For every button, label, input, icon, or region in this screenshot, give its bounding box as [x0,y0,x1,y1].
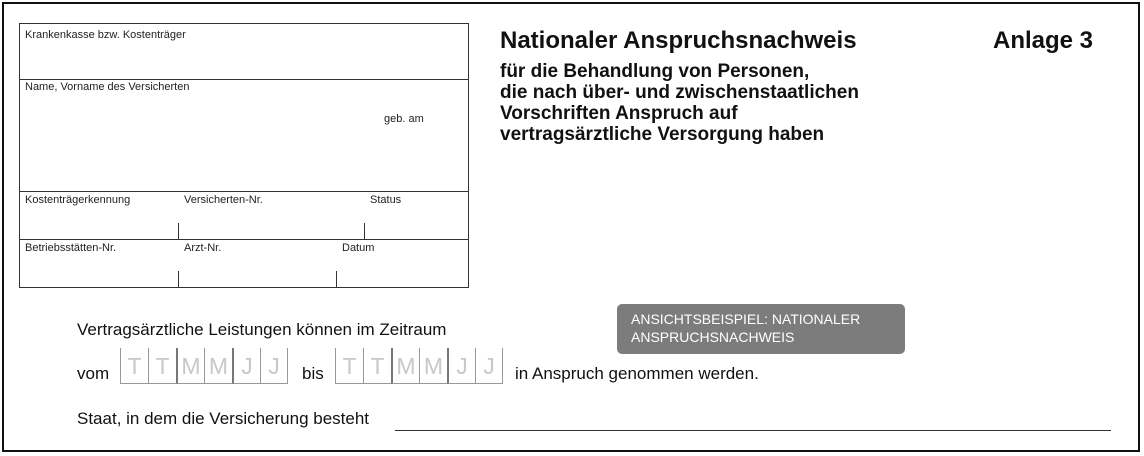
form-divider [20,79,468,80]
document-subtitle [500,61,859,145]
insurer-label: Krankenkasse bzw. Kostenträger [25,29,186,41]
date-cell-day[interactable]: T [363,348,391,384]
insured-number-label: Versicherten-Nr. [184,194,263,206]
date-cell-day[interactable]: T [120,348,148,384]
field-separator [336,271,337,288]
date-cell-day[interactable]: T [335,348,363,384]
field-separator [178,223,179,239]
document-title: Nationaler Anspruchsnachweis [500,27,857,54]
insurer-id-label: Kostenträgerkennung [25,194,131,206]
insurance-form-box [19,23,469,288]
country-input-line[interactable] [395,430,1111,431]
sample-badge [617,304,905,354]
insured-name-label: Name, Vorname des Versicherten [25,81,190,93]
subtitle-line: Vorschriften Anspruch auf [500,103,738,124]
birth-date-label: geb. am [384,113,424,125]
status-label: Status [370,194,402,206]
date-cell-year[interactable]: J [475,348,503,384]
subtitle-line: die nach über- und zwischenstaatlichen [500,82,859,103]
annex-label: Anlage 3 [993,27,1094,54]
date-cell-month[interactable]: M [176,348,204,384]
doctor-number-label: Arzt-Nr. [184,242,222,254]
field-separator [364,223,365,239]
badge-line: ANSPRUCHSNACHWEIS [631,329,795,345]
from-label: vom [77,364,110,383]
date-cell-month[interactable]: M [391,348,419,384]
country-label: Staat, in dem die Versicherung besteht [77,409,370,428]
date-cell-year[interactable]: J [232,348,260,384]
date-cell-year[interactable]: J [260,348,288,384]
date-cell-month[interactable]: M [204,348,232,384]
period-suffix-text: in Anspruch genommen werden. [515,364,759,383]
subtitle-line: für die Behandlung von Personen, [500,61,810,82]
to-label: bis [302,364,324,383]
period-intro-text: Vertragsärztliche Leistungen können im Zeitraum [77,320,447,339]
form-divider [20,191,468,192]
date-cell-year[interactable]: J [447,348,475,384]
subtitle-line: vertragsärztliche Versorgung haben [500,124,825,145]
date-cell-month[interactable]: M [419,348,447,384]
date-label: Datum [342,242,375,254]
from-date-field[interactable] [120,348,288,384]
site-number-label: Betriebsstätten-Nr. [25,242,117,254]
to-date-field[interactable] [335,348,503,384]
badge-line: ANSICHTSBEISPIEL: NATIONALER [631,311,861,327]
form-divider [20,239,468,240]
date-cell-day[interactable]: T [148,348,176,384]
field-separator [178,271,179,288]
